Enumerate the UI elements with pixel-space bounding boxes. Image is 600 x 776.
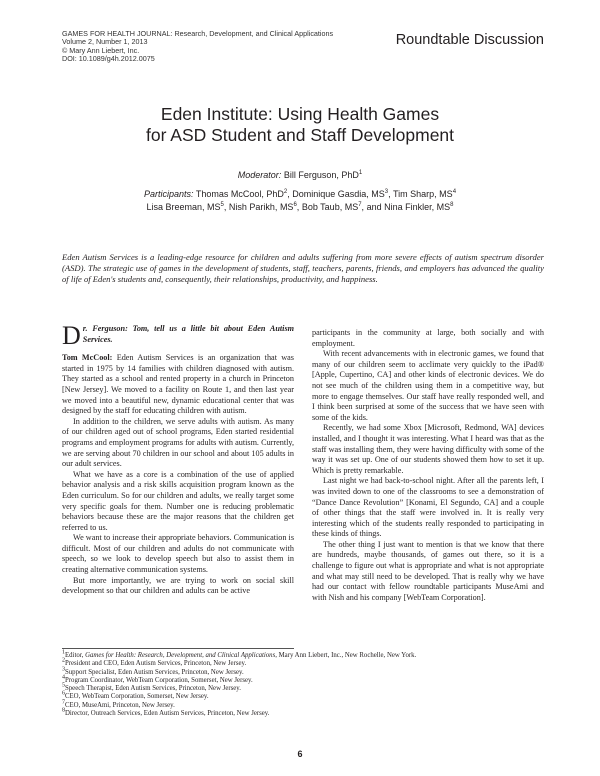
participant-name: Thomas McCool, PhD [195,189,284,199]
footnote-text: Editor, [65,652,86,659]
paragraph: The other thing I just want to mention is that we know that there are hundreds, maybe thousands, of games out there, so it is a challenge to figure out what is appropriate and what is not appropriate and what may still need to be developed. That is really why we have had our contact with fellow roundtable participants MuseAmi and with Nish and his company [WebTeam Corporation]. [312,539,544,602]
paragraph: In addition to the children, we serve adults with autism. As many of our children aged out of school programs, Eden started residential programs and employment programs for adults with autism. Currently, we are serving about 70 children in our school and about 105 adults in our adult services. [62,416,294,469]
footnote-text: President and CEO, Eden Autism Services, Princeton, New Jersey. [65,660,247,668]
participant-sep: , [361,201,365,212]
journal-line: © Mary Ann Liebert, Inc. [62,45,140,55]
footnote [62,693,542,701]
footnote-text: CEO, MuseAmi, Princeton, New Jersey. [65,701,175,709]
moderator-label: Moderator: [237,170,282,180]
question-speaker: r. Ferguson: [82,324,128,333]
paragraph: Recently, we had some Xbox [Microsoft, Redmond, WA] devices installed, and I thought it was interesting. What I heard was that as the staff was installing them, they were having difficulty with some of the way it was set up. One of our students showed them how to set it up. Which is pretty remarkable. [312,423,544,475]
footnote-text: CEO, WebTeam Corporation, Somerset, New Jersey. [65,693,209,701]
footnote-number: 6 [62,691,65,698]
journal-line: DOI: 10.1089/g4h.2012.0075 [62,54,155,64]
footnote [62,666,542,677]
participant-sup: 6 [293,201,297,208]
question-text: Tom, tell us a little bit about Eden Autism Services. [82,324,294,344]
title-line: Eden Institute: Using Health Games [160,104,440,124]
abstract: Eden Autism Services is a leading-edge resource for children and adults suffering from more severe effects of autism spectrum disorder (ASD). The strategic use of games in the development of students, staff, teachers, parents, friends, and employers has advanced the quality of life of Eden's students and, consequently, their relationships, productivity, and happiness. [62,252,544,285]
footnote-divider [62,648,294,649]
participants-line-2 [0,201,600,214]
footnote [62,674,542,685]
journal-line: GAMES FOR HEALTH JOURNAL: Research, Development, and Clinical Applications [62,29,334,38]
footnote-text: Support Specialist, Eden Autism Services, Princeton, New Jersey. [65,668,244,676]
participant-sup: 3 [384,189,389,195]
participants-line-1 [0,188,600,201]
participant-sup: 7 [358,201,362,208]
paragraph: We want to increase their appropriate behaviors. Communication is difficult. Most of our children and adults do not communicate with speech, so we look to develop speech but also to assist them in creating alternative communication systems. [62,533,294,575]
participant-name: and Nina Finkler, MS [366,201,451,212]
participant-name: Bob Taub, MS [301,201,359,212]
paragraph: participants in the community at large, both socially and with employment. [312,328,544,348]
paragraph: But more importantly, we are trying to work on social skill development so that our children and adults can be active [62,575,294,596]
footnote-number: 7 [62,699,65,706]
footnote-journal-title: Games for Health: Research, Development, and Clinical Applications [85,652,276,659]
footnotes [62,649,542,718]
journal-line: Volume 2, Number 1, 2013 [62,37,148,47]
page-number: 6 [297,749,303,759]
footnote [62,660,542,668]
participant-name: Dominique Gasdia, MS [292,189,385,199]
participant-name: Lisa Breeman, MS [146,201,221,212]
footnote-number: 4 [62,674,65,681]
speaker-name: Tom McCool: [62,353,113,363]
footnote-text: Speech Therapist, Eden Autism Services, Princeton, New Jersey. [65,685,241,693]
journal-info [62,30,382,64]
participants-label: Participants: [143,189,194,199]
moderator-sup: 1 [358,170,363,176]
participant-name: Tim Sharp, MS [393,189,453,199]
participant-sep: , [223,201,227,212]
footnote-number: 2 [62,658,65,665]
column-left [62,321,294,597]
footnote [62,699,542,710]
participant-sep: , [296,201,300,212]
moderator-name: Bill Ferguson, PhD [283,170,359,180]
footnote [62,707,542,718]
footnote-number: 8 [62,707,65,714]
footnote-number: 3 [62,666,65,673]
drop-cap: D [62,321,81,350]
section-label: Roundtable Discussion [395,32,544,48]
footnote-text: , Mary Ann Liebert, Inc., New Rochelle, New York. [275,652,417,659]
participant-sup: 8 [450,201,454,208]
participant-name: Nish Parikh, MS [228,201,294,212]
participant-sup: 5 [220,201,224,208]
participant-sep: , [388,189,391,199]
footnote-number: 5 [62,682,65,689]
participant-sup: 2 [283,189,288,195]
paragraph: With recent advancements with in electronic games, we found that many of our children seem to acclimate very quickly to the iPad® [Apple, Cupertino, CA] and other kinds of electronic devices. We do not see much of the children using them in a competitive way, but more to engage themselves. Our staff have really responded well, and I think been surprised at some of the success that we have seen with some of the kids. [312,349,544,422]
paragraph: Last night we had back-to-school night. After all the parents left, I was invited down to one of the classrooms to see a demonstration of “Dance Dance Revolution” [Konami, El Segundo, CA] and a couple of other things that the staff were involved in. It is really very interesting which of the students really responded to participating in these kinds of things. [312,476,544,539]
column-right [312,328,544,603]
paragraph: What we have as a core is a combination of the use of applied behavior analysis and a risk skills acquisition program known as the Eden curriculum. So for our children and adults, we really target some very specific goals for them. Number one is reducing problematic behaviors because these are the major reasons that the children get referred to us. [62,469,294,532]
opening-question [62,321,294,350]
participants [0,188,600,213]
footnote-text: Program Coordinator, WebTeam Corporation, Somerset, New Jersey. [65,676,253,684]
participant-sep: , [287,189,290,199]
moderator [0,170,600,180]
article-title [0,104,600,146]
paragraph [62,353,294,417]
footnote-number: 1 [62,649,65,656]
paragraph-text: Eden Autism Services is an organization that was started in 1975 by 14 families with children diagnosed with autism. They started as a school and rented property in a church in Princeton [New Jersey]. We moved to a facility on Route 1, and then last year we moved into a beautiful new, dynamic educational center that was designed by the staff for educating children with autism. [62,353,294,416]
title-line: for ASD Student and Staff Development [145,125,455,145]
participant-sup: 4 [452,189,457,195]
footnote-text: Director, Outreach Services, Eden Autism Services, Princeton, New Jersey. [65,710,270,718]
